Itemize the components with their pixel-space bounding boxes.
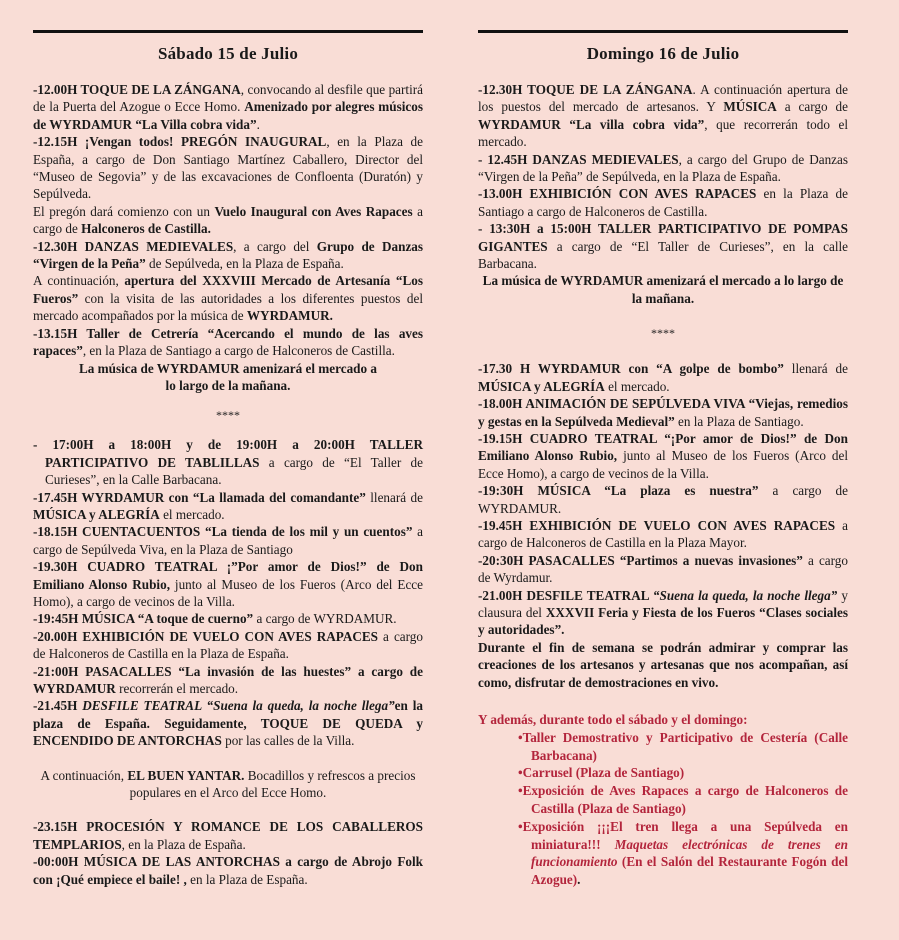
- sat-event-3: El pregón dará comienzo con un Vuelo Inaugural con Aves Rapaces a cargo de Halconeros de Castilla.: [33, 203, 423, 237]
- sun-event-12: -21.00H DESFILE TEATRAL “Suena la queda, la noche llega” y clausura del XXXVII Feria y Fiesta de los Fueros “Clases sociales y autoridades”.: [478, 587, 848, 638]
- sun-weekend-note: Durante el fin de semana se podrán admirar y comprar las creaciones de los artesanos y artesanas que nos acompañan, así como, disfrutar de demostraciones en vivo.: [478, 639, 848, 690]
- sunday-top-rule: [478, 30, 848, 33]
- sat-event-1: -12.00H TOQUE DE LA ZÁNGANA, convocando al desfile que partirá de la Puerta del Azogue o Ecce Homo. Amenizado por alegres músicos de WYRDAMUR “La Villa cobra vida”.: [33, 82, 424, 132]
- sat-event-12: -19:45H MÚSICA “A toque de cuerno” a cargo de WYRDAMUR.: [33, 611, 397, 627]
- sat-event-2: -12.15H ¡Vengan todos! PREGÓN INAUGURAL, en la Plaza de España, a cargo de Don Santiago Martínez Caballero, Director del “Museo de Segovia” y de las excavaciones de Confloenta (Duratón) y Sepúlveda.: [33, 134, 423, 202]
- sun-event-10: -19.45H EXHIBICIÓN DE VUELO CON AVES RAPACES a cargo de Halconeros de Castilla en la Plaza Mayor.: [478, 517, 848, 551]
- saturday-title: Sábado 15 de Julio: [157, 44, 299, 63]
- sun-event-3: -13.00H EXHIBICIÓN CON AVES RAPACES en la Plaza de Santiago a cargo de Halconeros de Castilla.: [478, 186, 848, 219]
- sun-event-1: -12.30H TOQUE DE LA ZÁNGANA. A continuación apertura de los puestos del mercado de artesanos. Y MÚSICA a cargo de WYRDAMUR “La villa cobra vida”, que recorrerán todo el mercado.: [478, 82, 849, 150]
- extra-item-carrusel: •Carrusel (Plaza de Santiago): [518, 765, 685, 781]
- sat-event-14: -21:00H PASACALLES “La invasión de las huestes” a cargo de WYRDAMUR recorrerán el mercado.: [33, 663, 423, 696]
- sun-event-4: - 13:30H a 15:00H TALLER PARTICIPATIVO DE POMPAS GIGANTES a cargo de “El Taller de Curieses”, en la calle Barbacana.: [478, 221, 848, 272]
- extra-list: [478, 729, 848, 889]
- sun-event-11: -20:30H PASACALLES “Partimos a nuevas invasiones” a cargo de Wyrdamur.: [478, 552, 848, 586]
- sat-event-5: A continuación, apertura del XXXVIII Mercado de Artesanía “Los Fueros” con la visita de las autoridades a los diferentes puestos del mercado acompañados por la música de WYRDAMUR.: [33, 273, 423, 324]
- extra-item-cesteria: •Taller Demostrativo y Participativo de Cestería (Calle Barbacana): [518, 729, 848, 763]
- sat-event-4: -12.30H DANZAS MEDIEVALES, a cargo del Grupo de Danzas “Virgen de la Peña” de Sepúlveda, en la Plaza de España.: [33, 238, 424, 272]
- sun-event-2: - 12.45H DANZAS MEDIEVALES, a cargo del Grupo de Danzas “Virgen de la Peña” de Sepúlveda, en la Plaza de España.: [478, 151, 849, 185]
- sat-event-11: -19.30H CUADRO TEATRAL ¡”Por amor de Dios!” de Don Emiliano Alonso Rubio, junto al Museo de los Fueros (Arco del Ecce Homo), a cargo de vecinos de la Villa.: [33, 559, 423, 609]
- extra-item-tren: •Exposición ¡¡¡El tren llega a una Sepúlveda en miniatura!!! Maquetas electrónicas de trenes en funcionamiento (En el Salón del Restaurante Fogón del Azogue).: [518, 818, 848, 888]
- sat-event-8: - 17:00H a 18:00H y de 19:00H a 20:00H TALLER PARTICIPATIVO DE TABLILLAS a cargo de “El Taller de Curieses”, en la Calle Barbacana.: [33, 437, 423, 488]
- sat-separator: ****: [216, 408, 240, 423]
- sat-event-10: -18.15H CUENTACUENTOS “La tienda de los mil y un cuentos” a cargo de Sepúlveda Viva, en la Plaza de Santiago: [33, 524, 423, 557]
- sun-event-6: -17.30 H WYRDAMUR con “A golpe de bombo” llenará de MÚSICA y ALEGRÍA el mercado.: [478, 361, 848, 394]
- sat-event-18: -00:00H MÚSICA DE LAS ANTORCHAS a cargo de Abrojo Folk con ¡Qué empiece el baile! , en la Plaza de España.: [33, 854, 423, 887]
- extra-title: Y además, durante todo el sábado y el domingo:: [478, 712, 748, 727]
- sun-event-9: -19:30H MÚSICA “La plaza es nuestra” a cargo de WYRDAMUR.: [478, 483, 848, 516]
- sat-event-17: -23.15H PROCESIÓN Y ROMANCE DE LOS CABALLEROS TEMPLARIOS, en la Plaza de España.: [33, 819, 423, 852]
- saturday-column: [33, 30, 423, 888]
- sat-buen-yantar: A continuación, EL BUEN YANTAR. Bocadillos y refrescos a precios populares en el Arco del Ecce Homo.: [40, 767, 416, 801]
- sunday-title: Domingo 16 de Julio: [586, 44, 740, 63]
- sat-event-13: -20.00H EXHIBICIÓN DE VUELO CON AVES RAPACES a cargo de Halconeros de Castilla en la Plaza de España.: [33, 628, 423, 662]
- sunday-column: [478, 30, 848, 889]
- sat-event-9: -17.45H WYRDAMUR con “La llamada del comandante” llenará de MÚSICA y ALEGRÍA el mercado.: [33, 489, 423, 522]
- extra-item-aves: •Exposición de Aves Rapaces a cargo de Halconeros de Castilla (Plaza de Santiago): [518, 783, 848, 816]
- sat-music-note: La música de WYRDAMUR amenizará el mercado a lo largo de la mañana.: [78, 360, 378, 393]
- sun-music-note: La música de WYRDAMUR amenizará el mercado a lo largo de la mañana.: [482, 273, 844, 306]
- sun-event-7: -18.00H ANIMACIÓN DE SEPÚLVEDA VIVA “Viejas, remedios y gestas en la Sepúlveda Medieval” en la Plaza de Santiago.: [478, 396, 848, 429]
- sat-event-6: -13.15H Taller de Cetrería “Acercando el mundo de las aves rapaces”, en la Plaza de Santiago a cargo de Halconeros de Castilla.: [33, 325, 423, 359]
- sun-event-8: -19.15H CUADRO TEATRAL “¡Por amor de Dios!” de Don Emiliano Alonso Rubio, junto al Museo de los Fueros (Arco del Ecce Homo), a cargo de vecinos de la Villa.: [478, 430, 849, 481]
- sun-separator: ****: [651, 326, 675, 341]
- saturday-top-rule: [33, 30, 423, 33]
- sat-event-15: -21.45H DESFILE TEATRAL “Suena la queda, la noche llega”en la plaza de España. Seguidamente, TOQUE DE QUEDA y ENCENDIDO DE ANTORCHAS por las calles de la Villa.: [33, 698, 423, 749]
